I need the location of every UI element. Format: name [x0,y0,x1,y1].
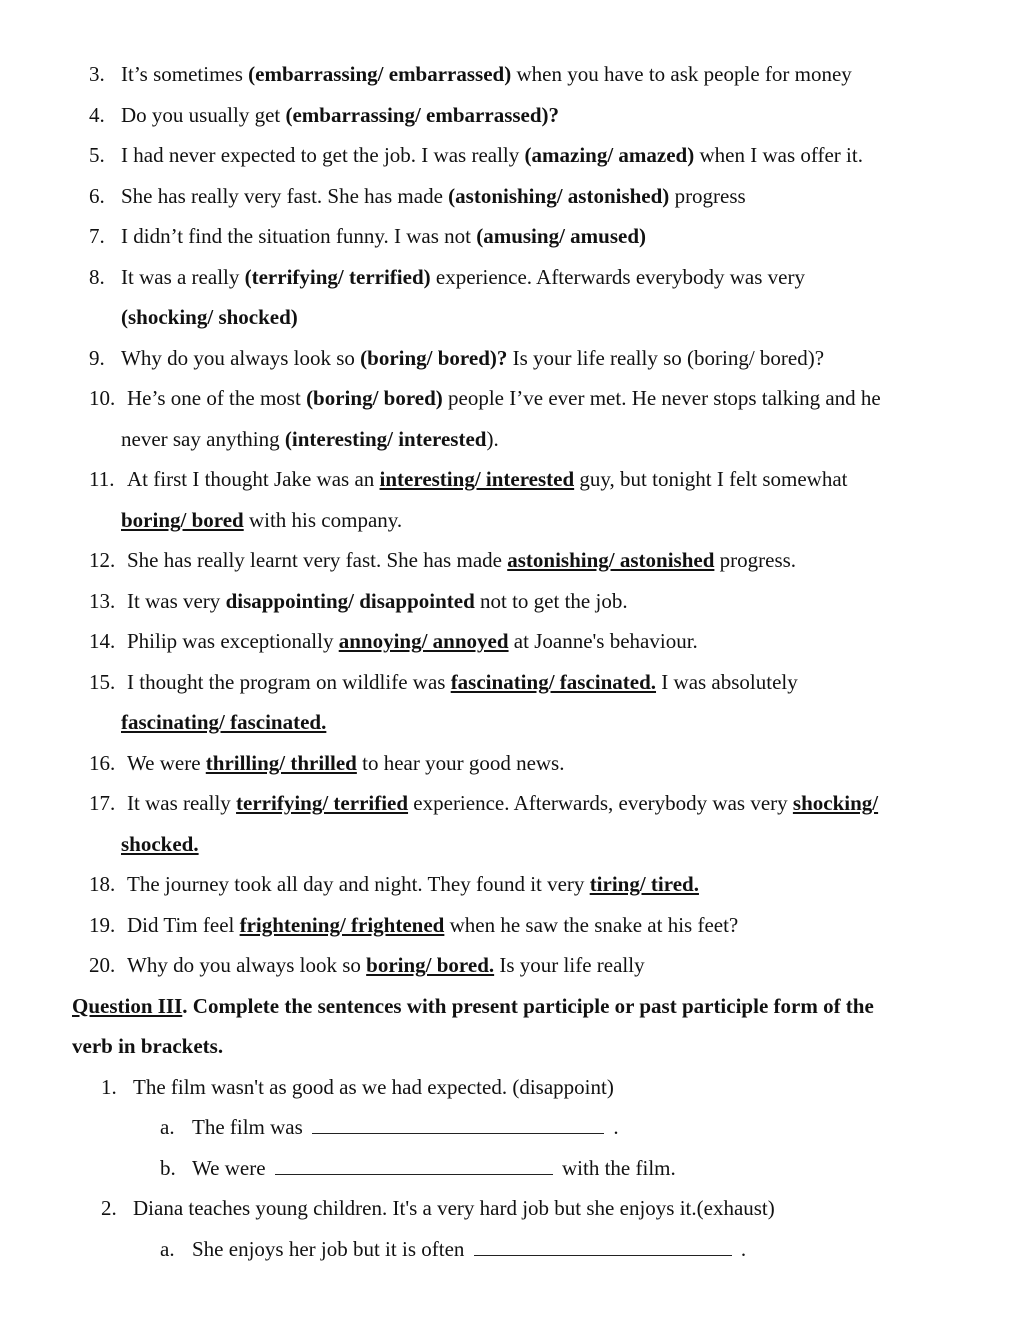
item-text: when you have to ask people for money [511,62,852,86]
item-text: We were [127,750,206,775]
item-text: Do you usually get [121,102,286,127]
item-number: 14. [89,629,116,653]
answer-blank[interactable] [312,1113,604,1134]
item-text: It’s sometimes [121,62,249,86]
answer-choice: interesting/ interested [379,467,575,491]
q3-sub-after: . [740,1236,747,1261]
item-number: 3. [89,62,105,86]
answer-choice: tiring/ tired. [589,872,699,896]
answer-choice: (boring/ bored)? [360,345,508,370]
answer-blank[interactable] [474,1235,732,1256]
answer-choice: (interesting/ interested [284,426,487,451]
exercise-item [0,621,1024,662]
answer-choice: terrifying/ terrified [236,791,409,815]
exercise-item [0,378,1024,419]
answer-choice: boring/ bored. [366,953,495,977]
answer-choice: (astonishing/ astonished) [448,183,670,208]
item-text: ). [486,426,499,451]
item-text: not to get the job. [474,588,628,613]
exercise-item [0,216,1024,257]
item-number: 6. [89,183,105,208]
item-number: 18. [89,872,116,896]
item-text: I thought the program on wildlife was [127,669,451,694]
item-text: It was a really [121,264,245,289]
item-number: 13. [89,588,116,613]
answer-choice: (boring/ bored) [306,386,443,410]
item-text: He’s one of the most [127,386,307,410]
answer-choice: (embarrassing/ embarrassed) [248,62,512,86]
item-text: experience. Afterwards everybody was very [430,264,805,289]
item-text: with his company. [243,507,403,532]
item-number: 20. [89,953,116,977]
exercise-item [0,905,1024,946]
answer-choice: (embarrassing/ embarrassed)? [285,102,560,127]
item-text: I had never expected to get the job. I was really [121,143,525,167]
item-number: 12. [89,548,116,572]
item-text: Did Tim feel [127,912,240,937]
q3-sub-letter: a. [160,1236,175,1261]
answer-choice: fascinating/ fascinated. [450,669,657,694]
exercise-item [0,338,1024,379]
item-text: The journey took all day and night. They found it very [127,872,590,896]
answer-choice: shocked. [121,831,199,856]
q3-sub-letter: b. [160,1155,176,1180]
answer-choice: fascinating/ fascinated. [121,710,327,734]
item-number: 8. [89,264,105,289]
item-number: 10. [89,386,116,410]
item-text: when he saw the snake at his feet? [444,912,739,937]
exercise-item-continuation [0,702,1024,743]
q3-item-2 [0,1188,1024,1229]
item-text: progress. [714,548,797,572]
q3-sub-letter: a. [160,1115,175,1139]
q3-item-1a [0,1107,1024,1148]
exercise-item-continuation [0,500,1024,541]
exercise-item [0,743,1024,784]
answer-choice: frightening/ frightened [239,912,445,937]
item-text: It was very [127,588,226,613]
answer-choice: shocking/ [792,791,879,815]
answer-choice: (terrifying/ terrified) [244,264,431,289]
item-text: Why do you always look so [121,345,361,370]
q3-item-text: The film wasn't as good as we had expected. (disappoint) [133,1074,614,1099]
item-text: She has really very fast. She has made [121,183,449,208]
item-text: Is your life really [494,953,645,977]
q3-item-1b [0,1148,1024,1189]
exercise-item [0,54,1024,95]
item-text: She has really learnt very fast. She has made [127,548,508,572]
q3-sub-text: She enjoys her job but it is often [192,1236,465,1261]
answer-choice: boring/ bored [121,507,244,532]
item-text: At first I thought Jake was an [127,467,380,491]
answer-choice: thrilling/ thrilled [205,750,357,775]
item-text: Philip was exceptionally [127,629,339,653]
item-text: I was absolutely [656,669,798,694]
question3-instruction-1: . Complete the sentences with present participle or past participle form of the [182,993,874,1018]
item-text: I didn’t find the situation funny. I was not [121,224,477,248]
item-text: Is your life really so (boring/ bored)? [507,345,825,370]
item-text: to hear your good news. [356,750,565,775]
item-number: 7. [89,224,105,248]
exercise-item [0,459,1024,500]
answer-choice: astonishing/ astonished [507,548,715,572]
exercise-item [0,864,1024,905]
exercise-item [0,257,1024,298]
q3-sub-after: with the film. [562,1155,676,1180]
item-text: progress [669,183,746,208]
answer-choice: (amazing/ amazed) [524,143,695,167]
item-number: 15. [89,669,116,694]
exercise-item [0,95,1024,136]
item-text: people I’ve ever met. He never stops talking and he [442,386,881,410]
item-text: at Joanne's behaviour. [508,629,698,653]
exercise-item [0,540,1024,581]
q3-item-1 [0,1067,1024,1108]
item-number: 5. [89,143,105,167]
q3-item-number: 1. [101,1074,117,1099]
item-number: 4. [89,102,105,127]
exercise-item-continuation [0,824,1024,865]
exercise-item [0,135,1024,176]
item-text: Why do you always look so [127,953,367,977]
item-text: when I was offer it. [694,143,863,167]
answer-choice: (shocking/ shocked) [121,305,298,329]
exercise-item-continuation [0,297,1024,338]
item-number: 19. [89,912,116,937]
exercise-item [0,783,1024,824]
exercise-item [0,662,1024,703]
q3-item-number: 2. [101,1196,117,1220]
item-number: 17. [89,791,116,815]
q3-item-text: Diana teaches young children. It's a very hard job but she enjoys it.(exhaust) [133,1196,775,1220]
item-number: 16. [89,750,116,775]
q3-item-2a [0,1229,1024,1270]
question3-instruction-2: verb in brackets. [72,1034,224,1058]
exercise-item [0,945,1024,986]
answer-blank[interactable] [275,1154,553,1175]
question3-label: Question III [72,993,183,1018]
q3-sub-text: The film was [192,1115,303,1139]
exercise-item [0,581,1024,622]
answer-choice: disappointing/ disappointed [225,588,475,613]
q3-sub-after: . [613,1115,619,1139]
question3-heading-cont [0,1026,1024,1067]
item-text: never say anything [121,426,285,451]
item-text: It was really [127,791,237,815]
answer-choice: annoying/ annoyed [338,629,509,653]
exercise-list [0,54,1024,986]
exercise-item [0,176,1024,217]
item-number: 11. [89,467,115,491]
exercise-item-continuation [0,419,1024,460]
item-text: experience. Afterwards, everybody was very [408,791,793,815]
question3-heading [0,986,1024,1027]
answer-choice: (amusing/ amused) [476,224,646,248]
item-number: 9. [89,345,105,370]
item-text: guy, but tonight I felt somewhat [574,467,848,491]
q3-sub-text: We were [192,1155,266,1180]
